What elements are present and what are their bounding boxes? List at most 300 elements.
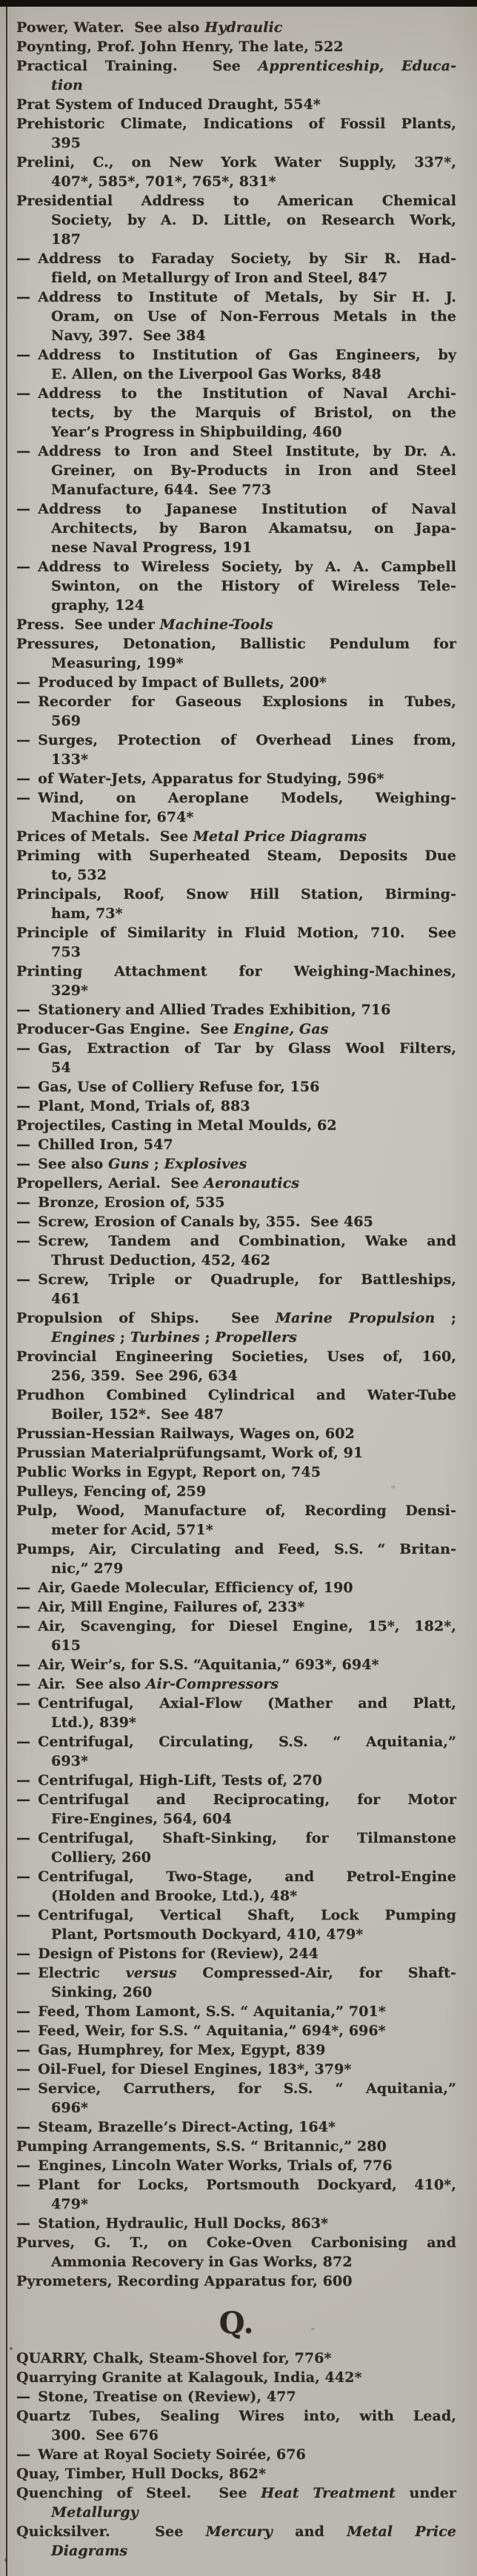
index-entry-dash-line (16, 1867, 456, 1886)
index-entry-continuation-line (16, 904, 456, 923)
index-entry-dash-line (16, 2060, 456, 2079)
index-entry-dash-line (16, 384, 456, 403)
text-run: Gas, Humphrey, for Mex, Egypt, 839 (38, 2042, 326, 2058)
entry-dash: — (16, 1965, 31, 1981)
index-entry-line (16, 827, 456, 846)
text-run: Plant for Locks, Portsmouth Dockyard, 410*, (38, 2177, 456, 2193)
index-entry-continuation-line (16, 133, 456, 153)
text-run: Address to Japanese Institution of Naval (38, 501, 456, 517)
entry-dash: — (16, 1734, 31, 1750)
index-entry-continuation-line (16, 1809, 456, 1828)
text-run: Machine-Tools (159, 616, 273, 633)
text-run: Quenching of Steel. See (16, 2485, 261, 2501)
text-run: Greiner, on By-Products in Iron and Steel (51, 462, 456, 479)
index-section-q (16, 2349, 456, 2560)
index-entry-dash-line (16, 1944, 456, 1963)
index-entry-continuation-line (16, 538, 456, 557)
index-entry-line (16, 1462, 456, 1482)
entry-dash: — (16, 1002, 31, 1018)
index-entry-line (16, 634, 456, 653)
text-run: QUARRY, Chalk, Steam-Shovel for, 776* (16, 2350, 332, 2366)
index-entry-continuation-line (16, 326, 456, 345)
index-entry-dash-line (16, 1039, 456, 1058)
text-run: 300. See 676 (51, 2427, 159, 2443)
index-entry-line (16, 1019, 456, 1039)
text-run: Colliery, 260 (51, 1849, 151, 1866)
index-entry-continuation-line (16, 942, 456, 962)
text-run: Principle of Similarity in Fluid Motion, 710. See (16, 925, 456, 941)
index-entry-line (16, 615, 456, 634)
text-run: Centrifugal, High-Lift, Tests of, 270 (38, 1772, 322, 1788)
text-run: Bronze, Erosion of, 535 (38, 1194, 225, 1211)
text-run: Apprenticeship, Educa- (258, 58, 456, 74)
text-run: Produced by Impact of Bullets, 200* (38, 674, 327, 690)
text-run: Surges, Protection of Overhead Lines from, (38, 732, 456, 748)
index-entry-line (16, 2368, 456, 2387)
text-run: Pumping Arrangements, S.S. “ Britannic,” 280 (16, 2138, 387, 2154)
text-run: Plant, Mond, Trials of, 883 (38, 1098, 250, 1114)
index-entry-dash-line (16, 2445, 456, 2464)
index-entry-dash-line (16, 1000, 456, 1019)
index-entry-continuation-line (16, 1289, 456, 1308)
paper-speck (10, 2347, 13, 2350)
index-entry-continuation-line (16, 1328, 456, 1347)
text-run: Screw, Triple or Quadruple, for Battleships, (38, 1271, 456, 1288)
index-entry-line (16, 1347, 456, 1366)
text-run: Hydraulic (204, 19, 283, 36)
index-entry-continuation-line (16, 1713, 456, 1732)
index-entry-continuation-line (16, 268, 456, 287)
text-run: 479* (51, 2196, 88, 2212)
index-entry-continuation-line (16, 365, 456, 384)
text-run: 615 (51, 1637, 81, 1654)
text-run: (Holden and Brooke, Ltd.), 48* (51, 1888, 298, 1904)
text-run: Measuring, 199* (51, 655, 184, 671)
entry-dash: — (16, 732, 31, 748)
index-entry-dash-line (16, 557, 456, 576)
text-run: under (395, 2485, 457, 2501)
text-run: Screw, Tandem and Combination, Wake and (38, 1233, 456, 1249)
entry-dash: — (16, 2215, 31, 2231)
index-entry-continuation-line (16, 76, 456, 95)
index-entry-continuation-line (16, 1848, 456, 1867)
index-entry-dash-line (16, 2175, 456, 2194)
text-run: Air-Compressors (145, 1676, 279, 1692)
index-entry-continuation-line (16, 1983, 456, 2002)
index-text-column (16, 18, 456, 2560)
index-entry-line (16, 1174, 456, 1193)
text-run: Metal Price (347, 2523, 456, 2540)
index-entry-dash-line (16, 1077, 456, 1096)
index-entry-continuation-line (16, 519, 456, 538)
text-run: Air. See also (38, 1676, 146, 1692)
index-entry-dash-line (16, 1597, 456, 1617)
text-run: Poynting, Prof. John Henry, The late, 522 (16, 39, 344, 55)
entry-dash: — (16, 1695, 31, 1711)
text-run: Plant, Portsmouth Dockyard, 410, 479* (51, 1926, 364, 1943)
index-entry-line (16, 37, 456, 56)
index-entry-continuation-line (16, 210, 456, 230)
index-entry-line (16, 1385, 456, 1405)
text-run: Oram, on Use of Non-Ferrous Metals in the (51, 308, 456, 325)
text-run: E. Allen, on the Liverpool Gas Works, 848 (51, 366, 381, 382)
entry-dash: — (16, 2177, 31, 2193)
text-run: Boiler, 152*. See 487 (51, 1406, 224, 1422)
text-run: ; (199, 1329, 216, 1345)
text-run: Centrifugal, Vertical Shaft, Lock Pumping (38, 1907, 456, 1923)
index-entry-continuation-line (16, 711, 456, 730)
page-top-edge (0, 0, 477, 7)
text-run: Quarrying Granite at Kalagouk, India, 442* (16, 2369, 362, 2386)
text-run: Centrifugal and Reciprocating, for Motor (38, 1791, 456, 1808)
text-run: Stone, Treatise on (Review), 477 (38, 2389, 296, 2405)
text-run: Air, Gaede Molecular, Efficiency of, 190 (38, 1580, 353, 1596)
entry-dash: — (16, 2080, 31, 2097)
text-run: Chilled Iron, 547 (38, 1136, 173, 1153)
index-entry-dash-line (16, 1578, 456, 1597)
text-run: 461 (51, 1291, 81, 1307)
text-run: Producer-Gas Engine. See (16, 1021, 234, 1037)
text-run: Marine Propulsion (275, 1310, 436, 1326)
text-run: See also (38, 1156, 109, 1172)
entry-dash: — (16, 385, 31, 402)
text-run: Navy, 397. See 384 (51, 327, 206, 344)
text-run: Principals, Roof, Snow Hill Station, Birming- (16, 886, 456, 902)
text-run: Diagrams (51, 2543, 128, 2559)
index-entry-dash-line (16, 1771, 456, 1790)
text-run: 569 (51, 713, 81, 729)
index-entry-dash-line (16, 499, 456, 519)
index-entry-dash-line (16, 1694, 456, 1713)
index-entry-line (16, 846, 456, 865)
index-entry-continuation-line (16, 403, 456, 422)
text-run: 187 (51, 231, 81, 247)
text-run: tects, by the Marquis of Bristol, on the (51, 405, 456, 421)
index-entry-continuation-line (16, 596, 456, 615)
text-run: Press. See under (16, 616, 160, 633)
index-entry-continuation-line (16, 1886, 456, 1906)
index-entry-dash-line (16, 692, 456, 711)
text-run: Prehistoric Climate, Indications of Fossil Plants, (16, 116, 456, 132)
index-entry-dash-line (16, 1963, 456, 1983)
entry-dash: — (16, 1772, 31, 1788)
entry-dash: — (16, 790, 31, 806)
index-entry-dash-line (16, 249, 456, 268)
text-run: Air, Mill Engine, Failures of, 233* (38, 1599, 305, 1615)
index-entry-line (16, 1443, 456, 1462)
text-run: Oil-Fuel, for Diesel Engines, 183*, 379* (38, 2061, 352, 2077)
entry-dash: — (16, 559, 31, 575)
text-run: Prussian-Hessian Railways, Wages on, 602 (16, 1425, 355, 1442)
index-entry-continuation-line (16, 230, 456, 249)
text-run: Purves, G. T., on Coke-Oven Carbonising and (16, 2234, 456, 2251)
index-entry-line (16, 2272, 456, 2291)
index-entry-dash-line (16, 1231, 456, 1251)
text-run: Quay, Timber, Hull Docks, 862* (16, 2466, 267, 2482)
text-run: Public Works in Egypt, Report on, 745 (16, 1464, 321, 1480)
index-entry-dash-line (16, 2002, 456, 2021)
entry-dash: — (16, 2389, 31, 2405)
text-run: Gas, Extraction of Tar by Glass Wool Filters, (38, 1040, 456, 1056)
entry-dash: — (16, 1946, 31, 1962)
index-entry-continuation-line (16, 1520, 456, 1540)
text-run: Sinking, 260 (51, 1984, 153, 2000)
text-run: Projectiles, Casting in Metal Moulds, 62 (16, 1117, 337, 1134)
entry-dash: — (16, 1079, 31, 1095)
text-run: to, 532 (51, 867, 107, 883)
entry-dash: — (16, 2042, 31, 2058)
text-run: Metallurgy (51, 2504, 139, 2520)
index-entry-continuation-line (16, 750, 456, 769)
text-run: Pyrometers, Recording Apparatus for, 600 (16, 2273, 353, 2289)
index-entry-continuation-line (16, 1251, 456, 1270)
text-run: versus (125, 1965, 177, 1981)
text-run: Engines (51, 1329, 116, 1345)
entry-dash: — (16, 1618, 31, 1634)
text-run: Heat Treatment (261, 2485, 396, 2501)
index-entry-continuation-line (16, 1559, 456, 1578)
text-run: Quartz Tubes, Sealing Wires into, with Lead, (16, 2408, 456, 2424)
entry-dash: — (16, 2446, 31, 2463)
index-entry-dash-line (16, 1828, 456, 1848)
entry-dash: — (16, 1868, 31, 1885)
text-run: Air, Scavenging, for Diesel Engine, 15*, 182*, (38, 1618, 456, 1634)
entry-dash: — (16, 2023, 31, 2039)
index-entry-dash-line (16, 2021, 456, 2040)
text-run: Feed, Thom Lamont, S.S. “ Aquitania,” 701* (38, 2003, 386, 2020)
index-entry-dash-line (16, 2117, 456, 2137)
entry-dash: — (16, 1040, 31, 1056)
index-entry-dash-line (16, 1906, 456, 1925)
entry-dash: — (16, 443, 31, 459)
entry-dash: — (16, 1599, 31, 1615)
entry-dash: — (16, 693, 31, 710)
index-entry-dash-line (16, 1790, 456, 1809)
text-run: ; (149, 1156, 164, 1172)
entry-dash: — (16, 1791, 31, 1808)
text-run: Architects, by Baron Akamatsu, on Japa- (51, 520, 456, 536)
text-run: Priming with Superheated Steam, Deposits Due (16, 848, 456, 864)
index-entry-dash-line (16, 345, 456, 365)
text-run: Propulsion of Ships. See (16, 1310, 276, 1326)
text-run: Explosives (164, 1156, 247, 1172)
index-entry-dash-line (16, 442, 456, 461)
text-run: Address to Faraday Society, by Sir R. Had- (38, 250, 456, 267)
text-run: 133* (51, 751, 88, 768)
index-entry-continuation-line (16, 808, 456, 827)
text-run: Year’s Progress in Shipbuilding, 460 (51, 424, 342, 440)
entry-dash: — (16, 1580, 31, 1596)
entry-dash: — (16, 1214, 31, 1230)
text-run: Ammonia Recovery in Gas Works, 872 (51, 2254, 353, 2270)
entry-dash: — (16, 1136, 31, 1153)
text-run: and (272, 2523, 347, 2540)
text-run: Centrifugal, Circulating, S.S. “ Aquitania,” (38, 1734, 456, 1750)
index-entry-dash-line (16, 1732, 456, 1751)
text-run: Aeronautics (204, 1175, 300, 1191)
index-entry-continuation-line (16, 2194, 456, 2214)
entry-dash: — (16, 1233, 31, 1249)
index-entry-continuation-line (16, 1405, 456, 1424)
index-entry-line (16, 885, 456, 904)
index-entry-continuation-line (16, 2098, 456, 2117)
index-entry-line (16, 18, 456, 37)
text-run: Quicksilver. See (16, 2523, 206, 2540)
text-run: Thrust Deduction, 452, 462 (51, 1252, 270, 1268)
index-entry-continuation-line (16, 981, 456, 1000)
text-run: of Water-Jets, Apparatus for Studying, 596* (38, 771, 384, 787)
text-run: Compressed-Air, for Shaft- (176, 1965, 456, 1981)
text-run: ; (435, 1310, 456, 1326)
index-entry-continuation-line (16, 2252, 456, 2272)
text-run: 693* (51, 1753, 88, 1769)
text-run: Pulp, Wood, Manufacture of, Recording Densi- (16, 1502, 456, 1519)
text-run: nese Naval Progress, 191 (51, 539, 253, 556)
text-run: Prussian Materialprüfungsamt, Work of, 91 (16, 1445, 364, 1461)
index-entry-continuation-line (16, 1636, 456, 1655)
text-run: Mercury (205, 2523, 273, 2540)
text-run: Service, Carruthers, for S.S. “ Aquitania,” (38, 2080, 456, 2097)
entry-dash: — (16, 2119, 31, 2135)
index-entry-continuation-line (16, 2503, 456, 2522)
index-entry-dash-line (16, 2387, 456, 2406)
text-run: Address to Wireless Society, by A. A. Campbell (38, 559, 456, 575)
index-entry-line (16, 1501, 456, 1520)
entry-dash: — (16, 501, 31, 517)
text-run: Recorder for Gaseous Explosions in Tubes, (38, 693, 456, 710)
index-entry-dash-line (16, 673, 456, 692)
text-run: Society, by A. D. Little, on Research Work, (51, 212, 456, 228)
index-entry-line (16, 2483, 456, 2503)
index-entry-line (16, 2349, 456, 2368)
text-run: ham, 73* (51, 905, 123, 922)
index-entry-dash-line (16, 2156, 456, 2175)
entry-dash: — (16, 1830, 31, 1846)
index-entry-dash-line (16, 1270, 456, 1289)
text-run: field, on Metallurgy of Iron and Steel, 847 (51, 270, 388, 286)
text-run: Pressures, Detonation, Ballistic Pendulum for (16, 636, 456, 652)
index-entry-line (16, 1424, 456, 1443)
index-entry-continuation-line (16, 172, 456, 191)
text-run: Air, Weir’s, for S.S. “Aquitania,” 693*, 694* (38, 1657, 379, 1673)
entry-dash: — (16, 1271, 31, 1288)
text-run: Centrifugal, Axial-Flow (Mather and Platt, (38, 1695, 456, 1711)
index-entry-continuation-line (16, 1751, 456, 1771)
index-entry-continuation-line (16, 653, 456, 673)
index-entry-dash-line (16, 769, 456, 788)
text-run: Stationery and Allied Trades Exhibition, 716 (38, 1002, 391, 1018)
index-entry-dash-line (16, 1193, 456, 1212)
text-run: meter for Acid, 571* (51, 1522, 213, 1538)
text-run: Station, Hydraulic, Hull Docks, 863* (38, 2215, 329, 2231)
text-run: ; (115, 1329, 130, 1345)
text-run: Engine, Gas (233, 1021, 329, 1037)
index-entry-line (16, 2233, 456, 2252)
text-run: Prat System of Induced Draught, 554* (16, 96, 321, 113)
index-entry-line (16, 191, 456, 210)
index-entry-line (16, 923, 456, 942)
text-run: 753 (51, 944, 81, 960)
text-run: 329* (51, 982, 88, 999)
section-heading-q: Q. (219, 2306, 254, 2340)
entry-dash: — (16, 2061, 31, 2077)
text-run: 256, 359. See 296, 634 (51, 1368, 238, 1384)
index-entry-line (16, 1482, 456, 1501)
entry-dash: — (16, 1156, 31, 1172)
index-entry-line (16, 2406, 456, 2426)
index-entry-dash-line (16, 1135, 456, 1154)
column-divider-rule (6, 7, 7, 2576)
paper-speck (4, 2558, 7, 2562)
index-entry-line (16, 1308, 456, 1328)
text-run: Printing Attachment for Weighing-Machines, (16, 963, 456, 979)
text-run: 696* (51, 2100, 88, 2116)
text-run: Gas, Use of Colliery Refuse for, 156 (38, 1079, 320, 1095)
text-run: Turbines (130, 1329, 200, 1345)
text-run: Prices of Metals. See (16, 828, 193, 845)
index-entry-line (16, 56, 456, 76)
index-entry-line (16, 2522, 456, 2541)
text-run: Metal Price Diagrams (193, 828, 367, 845)
text-run: Presidential Address to American Chemical (16, 193, 456, 209)
text-run: Prudhon Combined Cylindrical and Water-Tube (16, 1387, 456, 1403)
text-run: Propellers, Aerial. See (16, 1175, 204, 1191)
index-entry-continuation-line (16, 865, 456, 885)
index-entry-dash-line (16, 2040, 456, 2060)
text-run: Ltd.), 839* (51, 1714, 136, 1731)
index-entry-dash-line (16, 1674, 456, 1694)
text-run: graphy, 124 (51, 597, 144, 613)
entry-dash: — (16, 2157, 31, 2174)
index-entry-dash-line (16, 1212, 456, 1231)
text-run: 54 (51, 1059, 71, 1076)
text-run: Design of Pistons for (Review), 244 (38, 1946, 318, 1962)
entry-dash: — (16, 1098, 31, 1114)
text-run: Fire-Engines, 564, 604 (51, 1811, 233, 1827)
index-entry-continuation-line (16, 461, 456, 480)
entry-dash: — (16, 1676, 31, 1692)
index-entry-continuation-line (16, 480, 456, 499)
index-entry-continuation-line (16, 1366, 456, 1385)
index-entry-dash-line (16, 2079, 456, 2098)
text-run: Engines, Lincoln Water Works, Trials of, 776 (38, 2157, 393, 2174)
index-entry-line (16, 95, 456, 114)
index-entry-line (16, 2137, 456, 2156)
text-run: tion (51, 77, 83, 93)
text-run: Ware at Royal Society Soirée, 676 (38, 2446, 306, 2463)
index-entry-dash-line (16, 2214, 456, 2233)
index-section-p (16, 18, 456, 2291)
entry-dash: — (16, 674, 31, 690)
text-run: Address to Iron and Steel Institute, by Dr. A. (38, 443, 456, 459)
entry-dash: — (16, 347, 31, 363)
text-run: Pumps, Air, Circulating and Feed, S.S. “ Britan- (16, 1541, 456, 1557)
text-run: Steam, Brazelle’s Direct-Acting, 164* (38, 2119, 336, 2135)
text-run: Wind, on Aeroplane Models, Weighing- (38, 790, 456, 806)
text-run: Address to Institution of Gas Engineers, by (38, 347, 456, 363)
text-run: Centrifugal, Two-Stage, and Petrol-Engine (38, 1868, 456, 1885)
entry-dash: — (16, 2003, 31, 2020)
text-run: Address to the Institution of Naval Archi- (38, 385, 456, 402)
index-entry-continuation-line (16, 2426, 456, 2445)
index-entry-continuation-line (16, 422, 456, 442)
entry-dash: — (16, 1657, 31, 1673)
index-entry-line (16, 2464, 456, 2483)
index-entry-dash-line (16, 1154, 456, 1174)
index-entry-line (16, 962, 456, 981)
index-entry-dash-line (16, 788, 456, 808)
index-entry-dash-line (16, 1096, 456, 1116)
